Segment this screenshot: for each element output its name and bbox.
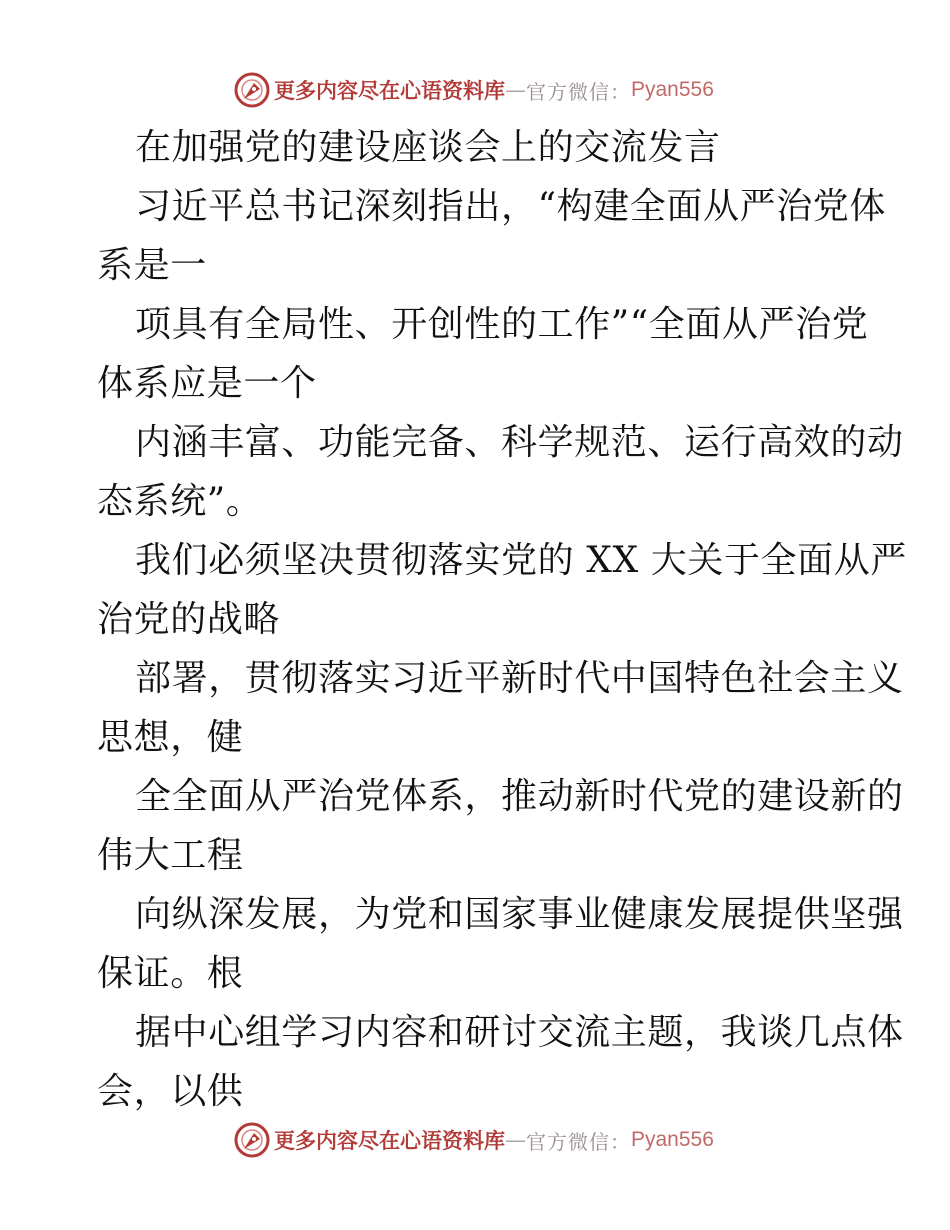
text-line: 治党的战略 <box>97 599 281 640</box>
text-line: 系是一 <box>97 245 207 286</box>
banner-wechat-id: Pyan556 <box>631 1128 714 1151</box>
text-line: 部署，贯彻落实习近平新时代中国特色社会主义 <box>135 658 904 699</box>
text-line: 项具有全局性、开创性的工作”“全面从严治党 <box>135 304 869 345</box>
text-line: 习近平总书记深刻指出，“构建全面从严治党体 <box>135 186 887 227</box>
text-line: 伟大工程 <box>97 835 244 876</box>
banner-site-text: 更多内容尽在心语资料库 <box>274 78 505 103</box>
text-line: 据中心组学习内容和研讨交流主题，我谈几点体 <box>135 1012 904 1053</box>
text-line: 思想，健 <box>97 717 244 758</box>
text-line: 保证。根 <box>97 953 244 994</box>
document-body <box>97 118 907 1121</box>
banner-dash: — <box>505 78 526 102</box>
text-line: 我们必须坚决贯彻落实党的 XX 大关于全面从严 <box>135 540 907 581</box>
text-line: 向纵深发展，为党和国家事业健康发展提供坚强 <box>135 894 904 935</box>
banner-dash: — <box>505 1128 526 1152</box>
text-line: 体系应是一个 <box>97 363 317 404</box>
text-line: 全全面从严治党体系，推动新时代党的建设新的 <box>135 776 904 817</box>
text-line: 态系统”。 <box>97 481 263 522</box>
text-line: 会，以供 <box>97 1071 244 1112</box>
header-watermark-banner <box>232 70 732 110</box>
footer-watermark-banner <box>232 1120 732 1160</box>
banner-wechat-id: Pyan556 <box>631 78 714 101</box>
banner-site-text: 更多内容尽在心语资料库 <box>274 1128 505 1153</box>
pen-nib-logo-icon <box>232 70 272 110</box>
banner-official-label: 官方微信： <box>526 79 631 104</box>
pen-nib-logo-icon <box>232 1120 272 1160</box>
document-title: 在加强党的建设座谈会上的交流发言 <box>135 127 721 168</box>
banner-official-label: 官方微信： <box>526 1129 631 1154</box>
text-line: 内涵丰富、功能完备、科学规范、运行高效的动 <box>135 422 904 463</box>
